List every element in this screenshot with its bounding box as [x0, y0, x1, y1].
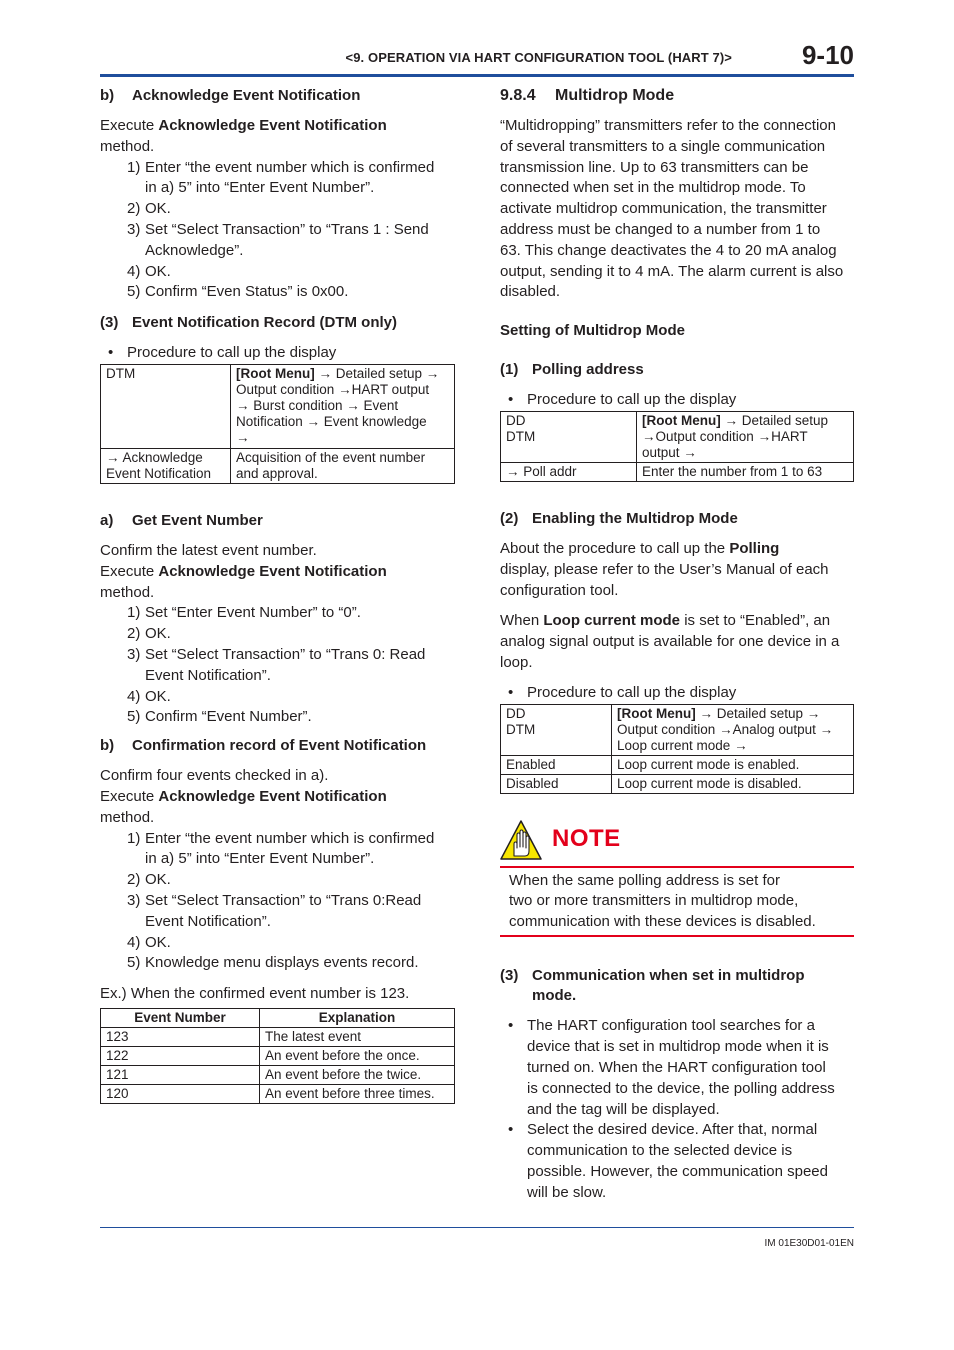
step: 1) Set “Enter Event Number” to “0”. — [127, 604, 361, 622]
table-cell: → Acknowledge Event Notification — [101, 448, 231, 483]
confirm-intro: Confirm four events checked in a). Execute Acknowledge Event Notification method. — [100, 767, 387, 826]
step: 5) Confirm “Even Status” is 0x00. — [127, 283, 349, 301]
note-body: When the same polling address is set for two or more transmitters in multidrop mode, communication with these devices is disabled. — [509, 871, 816, 930]
step: 3) Set “Select Transaction” to “Trans 1 : Send Acknowledge”. — [127, 220, 429, 259]
table-cell: Acquisition of the event number and approval. — [231, 448, 455, 483]
table-cell: → Poll addr — [501, 462, 637, 481]
header-rule — [100, 74, 854, 77]
list-item: • The HART configuration tool searches for a device that is set in multidrop mode when it is turned on. When the HART configuration tool is connected to the device, the polling address and the tag will be displayed. — [508, 1017, 835, 1118]
step: 3) Set “Select Transaction” to “Trans 0:Read Event Notification”. — [127, 891, 422, 930]
example-caption: Ex.) When the confirmed event number is 123. — [100, 985, 410, 1003]
get-intro: Confirm the latest event number. Execute Acknowledge Event Notification method. — [100, 541, 387, 601]
multidrop-intro: “Multidropping” transmitters refer to the connection of several transmitters to a single communication transmission line. Up to 63 transmitters can be connected when set in the multidrop mode. To activate multidrop communication, the transmitter address must be changed to a number from 1 to 63. This change deactivates the 4 to 20 mA analog output, sending it to 4 mA. The alarm current is also disabled. — [500, 117, 844, 301]
table-cell: Loop current mode is enabled. — [612, 755, 854, 774]
hand-caution-icon — [500, 820, 542, 860]
enabling-heading: (2) Enabling the Multidrop Mode — [500, 509, 738, 527]
table-cell: [Root Menu] → Detailed setup → Output condition →Analog output → Loop current mode → — [612, 704, 854, 755]
table-cell: Loop current mode is disabled. — [612, 774, 854, 793]
step: 4) OK. — [127, 262, 171, 280]
polling-bullet: • Procedure to call up the display — [508, 391, 737, 409]
ack-steps — [127, 158, 455, 304]
get-heading: a) Get Event Number — [100, 511, 263, 529]
get-steps — [127, 603, 455, 728]
section-heading: 9.8.4 Multidrop Mode — [500, 87, 675, 104]
enabling-p2: When Loop current mode is set to “Enabled”, an analog signal output is available for one device in a loop. — [500, 612, 840, 671]
table-cell: DD DTM — [501, 411, 637, 462]
enabling-p1: About the procedure to call up the Polling display, please refer to the User’s Manual of each configuration tool. — [500, 539, 829, 599]
record-bullet: • Procedure to call up the display — [108, 344, 337, 362]
running-header: <9. OPERATION VIA HART CONFIGURATION TOOL (HART 7)> — [345, 50, 732, 65]
table-cell: [Root Menu] → Detailed setup → Output condition →HART output → Burst condition → Event Notification → Event knowledge → — [231, 364, 455, 448]
document-id: IM 01E30D01-01EN — [764, 1238, 854, 1249]
step: 2) OK. — [127, 200, 171, 218]
step: 5) Confirm “Event Number”. — [127, 708, 312, 726]
example-table — [100, 1008, 455, 1104]
step: 4) OK. — [127, 687, 171, 705]
step: 4) OK. — [127, 933, 171, 951]
column-header: Event Number — [101, 1008, 260, 1027]
polling-heading: (1) Polling address — [500, 361, 644, 379]
table-row: 123 The latest event — [101, 1027, 455, 1046]
step: 2) OK. — [127, 871, 171, 889]
table-cell: [Root Menu] → Detailed setup →Output condition →HART output → — [637, 411, 854, 462]
note-box — [500, 820, 854, 938]
step: 1) Enter “the event number which is confirmed in a) 5” into “Enter Event Number”. — [127, 829, 435, 868]
table-cell: Disabled — [501, 774, 612, 793]
step: 1) Enter “the event number which is confirmed in a) 5” into “Enter Event Number”. — [127, 158, 435, 197]
enabling-table — [500, 704, 854, 794]
enabling-bullet: • Procedure to call up the display — [508, 683, 737, 701]
confirm-heading: b) Confirmation record of Event Notification — [100, 737, 427, 755]
step: 3) Set “Select Transaction” to “Trans 0: Read Event Notification”. — [127, 645, 426, 684]
polling-table — [500, 411, 854, 482]
note-title: NOTE — [552, 825, 621, 853]
setting-heading: Setting of Multidrop Mode — [500, 322, 685, 340]
table-row: 120 An event before three times. — [101, 1084, 455, 1103]
record-table — [100, 364, 455, 484]
ack-heading: b) Acknowledge Event Notification — [100, 87, 361, 104]
record-heading: (3) Event Notification Record (DTM only) — [100, 314, 398, 332]
note-header — [500, 820, 854, 860]
column-header: Explanation — [260, 1008, 455, 1027]
confirm-steps — [127, 829, 455, 975]
step: 5) Knowledge menu displays events record. — [127, 954, 419, 972]
left-column — [100, 86, 455, 1104]
table-cell: Enabled — [501, 755, 612, 774]
step: 2) OK. — [127, 625, 171, 643]
right-column — [500, 86, 854, 1204]
footer-rule — [100, 1227, 854, 1228]
note-bottom-rule — [500, 935, 854, 937]
table-cell: DD DTM — [501, 704, 612, 755]
list-item: • Select the desired device. After that, normal communication to the selected device is possible. However, the communication speed will be slow. — [508, 1121, 828, 1201]
table-row: 122 An event before the once. — [101, 1046, 455, 1065]
table-cell: DTM — [101, 364, 231, 448]
ack-execute: Execute Acknowledge Event Notification method. — [100, 117, 387, 155]
communication-heading: (3) Communication when set in multidrop mode. — [500, 967, 805, 1005]
page-number: 9-10 — [801, 40, 854, 70]
table-row: 121 An event before the twice. — [101, 1065, 455, 1084]
table-cell: Enter the number from 1 to 63 — [637, 462, 854, 481]
communication-list — [500, 1016, 854, 1203]
